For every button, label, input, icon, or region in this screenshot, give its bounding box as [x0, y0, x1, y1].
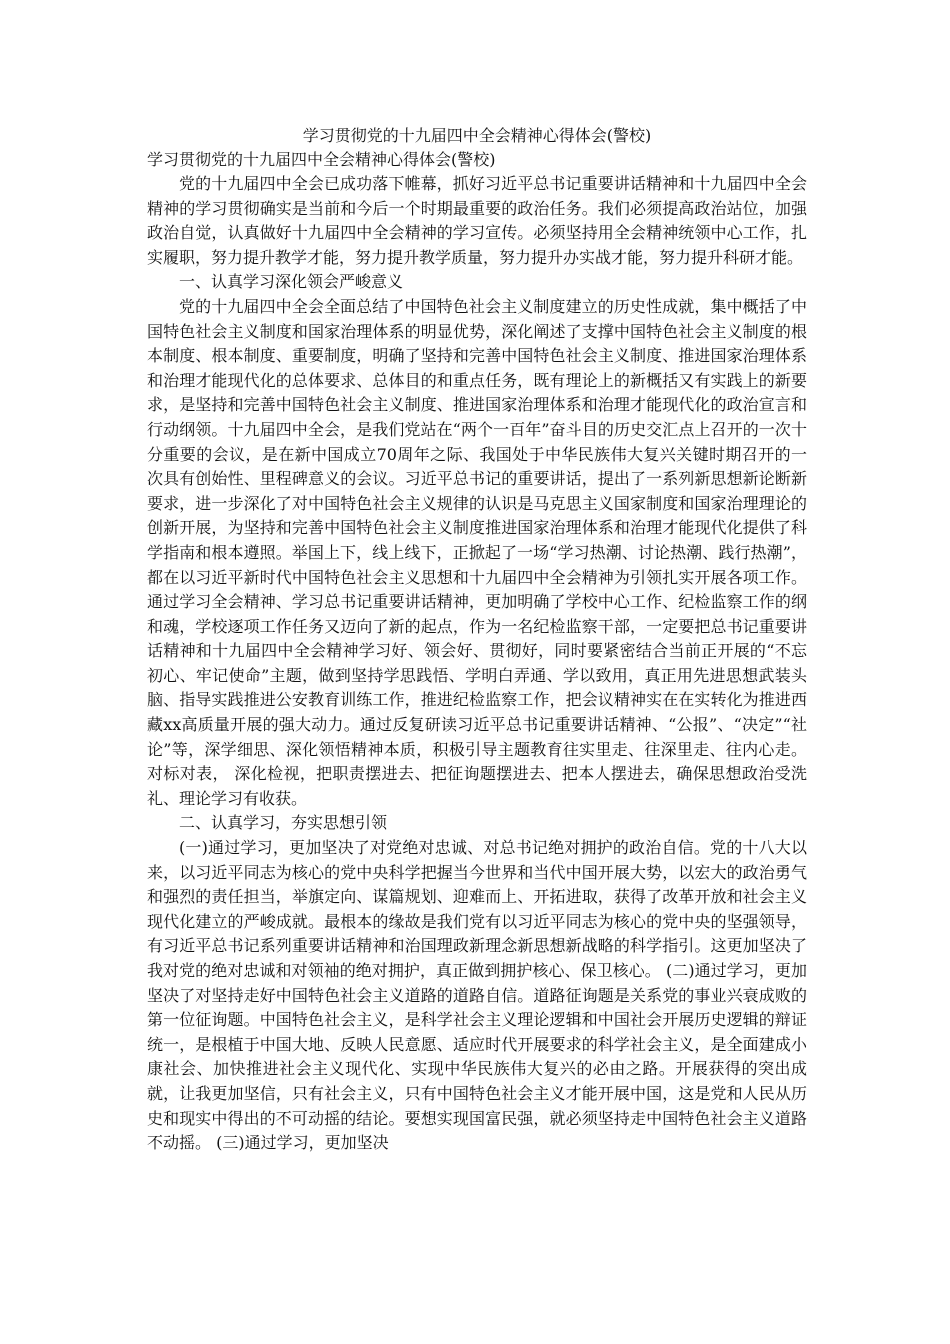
- section-heading-1: 一、认真学习深化领会严峻意义: [179, 272, 404, 292]
- section-2-paragraph: (一)通过学习，更加坚决了对党绝对忠诚、对总书记绝对拥护的政治自信。党的十八大以来，以习近平同志为核心的党中央科学把握当今世界和当代中国开展大势，以宏大的政治勇气和强烈的责任担当，举旗定向、谋篇规划、迎难而上、开拓进取，获得了改革开放和社会主义现代化建立的严峻成就。最根本的缘故是我们党有以习近平同志为核心的党中央的坚强领导，有习近平总书记系列重要讲话精神和治国理政新理念新思想新战略的科学指引。这更加坚决了我对党的绝对忠诚和对领袖的绝对拥护，真正做到拥护核心、保卫核心。 (二)通过学习，更加坚决了对坚持走好中国特色社会主义道路的道路自信。道路征询题是关系党的事业兴衰成败的第一位征询题。中国特色社会主义，是科学社会主义理论逻辑和中国社会开展历史逻辑的辩证统一，是根植于中国大地、反映人民意愿、适应时代开展要求的科学社会主义，是全面建成小康社会、加快推进社会主义现代化、实现中华民族伟大复兴的必由之路。开展获得的突出成就，让我更加坚信，只有社会主义，只有中国特色社会主义才能开展中国，这是党和人民从历史和现实中得出的不可动摇的结论。要想实现国富民强，就必须坚持走中国特色社会主义道路不动摇。 (三)通过学习，更加坚决: [147, 838, 807, 1153]
- intro-paragraph: 党的十九届四中全会已成功落下帷幕，抓好习近平总书记重要讲话精神和十九届四中全会精神的学习贯彻确实是当前和今后一个时期最重要的政治任务。我们必须提高政治站位，加强政治自觉，认真做好十九届四中全会精神的学习宣传。必须坚持用全会精神统领中心工作，扎实履职，努力提升教学才能，努力提升教学质量，努力提升办实战才能，努力提升科研才能。: [147, 174, 807, 267]
- section-heading-2: 二、认真学习，夯实思想引领: [179, 813, 388, 833]
- document-subtitle: 学习贯彻党的十九届四中全会精神心得体会(警校): [147, 150, 496, 169]
- section-1-paragraph: 党的十九届四中全会全面总结了中国特色社会主义制度建立的历史性成就，集中概括了中国特色社会主义制度和国家治理体系的明显优势，深化阐述了支撑中国特色社会主义制度的根本制度、根本制度、重要制度，明确了坚持和完善中国特色社会主义制度、推进国家治理体系和治理才能现代化的总体要求、总体目的和重点任务，既有理论上的新概括又有实践上的新要求，是坚持和完善中国特色社会主义制度、推进国家治理体系和治理才能现代化的政治宣言和行动纲领。十九届四中全会，是我们党站在“两个一百年”奋斗目的历史交汇点上召开的一次十分重要的会议，是在新中国成立70周年之际、我国处于中华民族伟大复兴关键时期召开的一次具有创始性、里程碑意义的会议。习近平总书记的重要讲话，提出了一系列新思想新论断新要求，进一步深化了对中国特色社会主义规律的认识是马克思主义国家制度和国家治理理论的创新开展，为坚持和完善中国特色社会主义制度推进国家治理体系和治理才能现代化提供了科学指南和根本遵照。举国上下，线上线下，正掀起了一场“学习热潮、讨论热潮、践行热潮”，都在以习近平新时代中国特色社会主义思想和十九届四中全会精神为引领扎实开展各项工作。通过学习全会精神、学习总书记重要讲话精神，更加明确了学校中心工作、纪检监察工作的纲和魂，学校逐项工作任务又迈向了新的起点，作为一名纪检监察干部，一定要把总书记重要讲话精神和十九届四中全会精神学习好、领会好、贯彻好，同时要紧密结合当前正开展的“不忘初心、牢记使命”主题，做到坚持学思践悟、学明白弄通、学以致用，真正用先进思想武装头脑、指导实践推进公安教育训练工作，推进纪检监察工作，把会议精神实在在实转化为推进西藏xx高质量开展的强大动力。通过反复研读习近平总书记重要讲话精神、“公报”、“决定”“社论”等，深学细思、深化领悟精神本质，积极引导主题教育往实里走、往深里走、往内心走。对标对表， 深化检视，把职责摆进去、把征询题摆进去、把本人摆进去，确保思想政治受洗礼、理论学习有收获。: [147, 296, 807, 808]
- document-title: 学习贯彻党的十九届四中全会精神心得体会(警校): [302, 126, 652, 145]
- document-page: [147, 124, 807, 1156]
